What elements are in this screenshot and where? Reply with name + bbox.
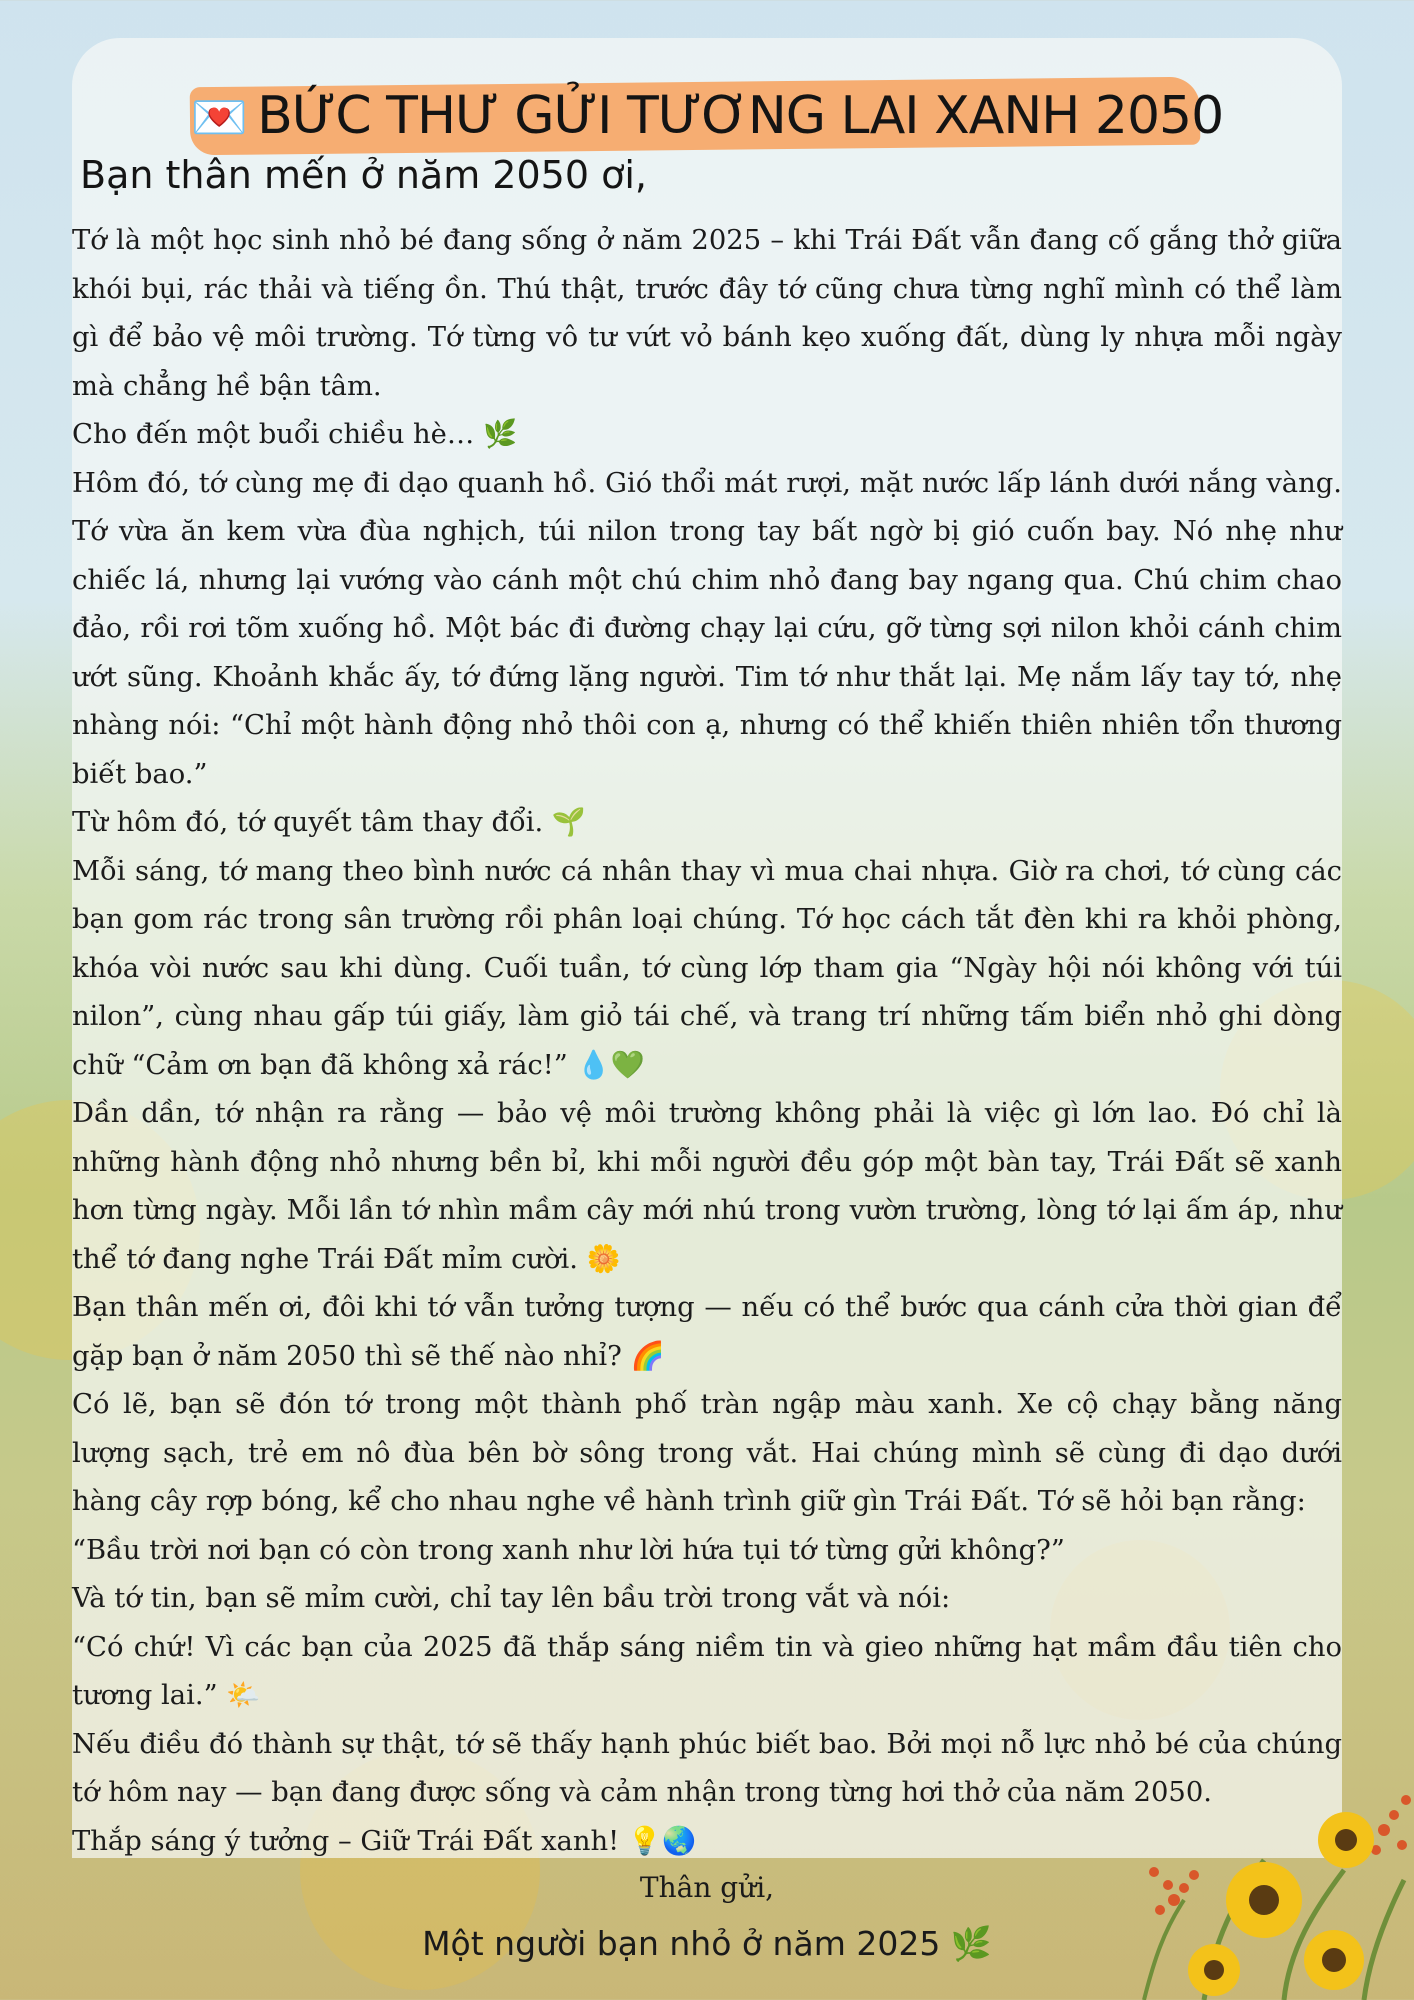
sunflower bbox=[1226, 1862, 1302, 1938]
sunflower bbox=[1188, 1944, 1240, 1996]
paragraph: Tớ là một học sinh nhỏ bé đang sống ở năm 2025 – khi Trái Đất vẫn đang cố gắng thở giữa khói bụi, rác thải và tiếng ồn. Thú thật, trước đây tớ cũng chưa từng nghĩ mình có thể làm gì để bảo vệ môi trường. Tớ từng vô tư vứt vỏ bánh kẹo xuống đất, dùng ly nhựa mỗi ngày mà chẳng hề bận tâm. bbox=[72, 225, 1342, 402]
paragraph: Cho đến một buổi chiều hè… 🌿 bbox=[72, 419, 518, 450]
paragraph: Mỗi sáng, tớ mang theo bình nước cá nhân thay vì mua chai nhựa. Giờ ra chơi, tớ cùng các bạn gom rác trong sân trường rồi phân loại chúng. Tớ học cách tắt đèn khi ra khỏi phòng, khóa vòi nước sau khi dùng. Cuối tuần, tớ cùng lớp tham gia “Ngày hội nói không với túi nilon”, cùng nhau gấp túi giấy, làm giỏ tái chế, và trang trí những tấm biển nhỏ ghi dòng chữ “Cảm ơn bạn đã không xả rác!” 💧💚 bbox=[72, 855, 1342, 1081]
paragraph: Từ hôm đó, tớ quyết tâm thay đổi. 🌱 bbox=[72, 807, 587, 838]
paragraph: Dần dần, tớ nhận ra rằng — bảo vệ môi trường không phải là việc gì lớn lao. Đó chỉ là những hành động nhỏ nhưng bền bỉ, khi mỗi người đều góp một bàn tay, Trái Đất sẽ xanh hơn từng ngày. Mỗi lần tớ nhìn mầm cây mới nhú trong vườn trường, lòng tớ lại ấm áp, như thể tớ đang nghe Trái Đất mỉm cười. 🌼 bbox=[72, 1098, 1342, 1275]
paragraph: Và tớ tin, bạn sẽ mỉm cười, chỉ tay lên bầu trời trong vắt và nói: bbox=[72, 1583, 951, 1614]
love-letter-icon: 💌 bbox=[190, 90, 248, 144]
sunflower bbox=[1304, 1930, 1364, 1990]
paragraph: Nếu điều đó thành sự thật, tớ sẽ thấy hạnh phúc biết bao. Bởi mọi nỗ lực nhỏ bé của chúng tớ hôm nay — bạn đang được sống và cảm nhận trong từng hơi thở của năm 2050. bbox=[72, 1728, 1342, 1808]
paragraph: Bạn thân mến ơi, đôi khi tớ vẫn tưởng tượng — nếu có thể bước qua cánh cửa thời gian để gặp bạn ở năm 2050 thì sẽ thế nào nhỉ? 🌈 bbox=[72, 1292, 1342, 1372]
paragraph: Có lẽ, bạn sẽ đón tớ trong một thành phố tràn ngập màu xanh. Xe cộ chạy bằng năng lượng sạch, trẻ em nô đùa bên bờ sông trong vắt. Hai chúng mình sẽ cùng đi dạo dưới hàng cây rợp bóng, kể cho nhau nghe về hành trình giữ gìn Trái Đất. Tớ sẽ hỏi bạn rằng: bbox=[72, 1389, 1342, 1517]
closing-salutation: Thân gửi, bbox=[639, 1871, 775, 1904]
paragraph: “Có chứ! Vì các bạn của 2025 đã thắp sáng niềm tin và gieo những hạt mầm đầu tiên cho tương lai.” 🌤️ bbox=[72, 1631, 1342, 1711]
closing-signature: Một người bạn nhỏ ở năm 2025 🌿 bbox=[422, 1924, 992, 1963]
sunflower bbox=[1318, 1812, 1374, 1868]
paragraph: “Bầu trời nơi bạn có còn trong xanh như lời hứa tụi tớ từng gửi không?” bbox=[72, 1534, 1065, 1566]
paragraph: Thắp sáng ý tưởng – Giữ Trái Đất xanh! 💡🌏 bbox=[72, 1825, 697, 1857]
page-title-text: BỨC THƯ GỬI TƯƠNG LAI XANH 2050 bbox=[257, 86, 1224, 146]
greeting: Bạn thân mến ở năm 2050 ơi, bbox=[80, 153, 647, 197]
letter-body bbox=[72, 217, 1342, 1866]
paragraph: Hôm đó, tớ cùng mẹ đi dạo quanh hồ. Gió thổi mát rượi, mặt nước lấp lánh dưới nắng vàng. Tớ vừa ăn kem vừa đùa nghịch, túi nilon trong tay bất ngờ bị gió cuốn bay. Nó nhẹ như chiếc lá, nhưng lại vướng vào cánh một chú chim nhỏ đang bay ngang qua. Chú chim chao đảo, rồi rơi tõm xuống hồ. Một bác đi đường chạy lại cứu, gỡ từng sợi nilon khỏi cánh chim ướt sũng. Khoảnh khắc ấy, tớ đứng lặng người. Tim tớ như thắt lại. Mẹ nắm lấy tay tớ, nhẹ nhàng nói: “Chỉ một hành động nhỏ thôi con ạ, nhưng có thể khiến thiên nhiên tổn thương biết bao.” bbox=[72, 467, 1342, 790]
sunflower-bouquet-icon bbox=[1084, 1760, 1414, 2000]
